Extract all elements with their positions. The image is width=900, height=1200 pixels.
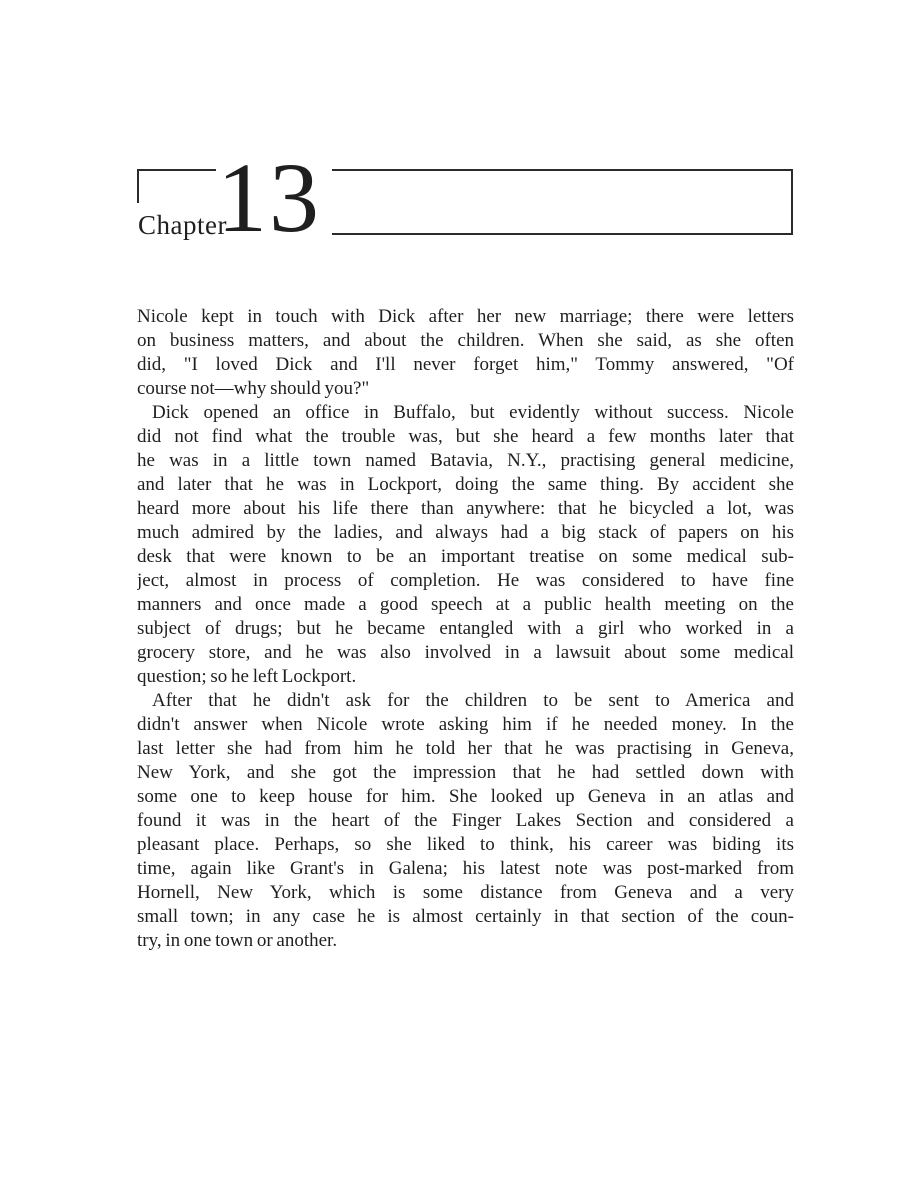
chapter-rule-left-tick: [137, 169, 139, 203]
paragraph: [137, 305, 794, 401]
text-line: heard more about his life there than anywhere: that he bicycled a lot, was: [137, 498, 794, 519]
chapter-number: 13: [217, 142, 321, 253]
text-line: manners and once made a good speech at a public health meeting on the: [137, 594, 794, 615]
text-line: try, in one town or another.: [137, 930, 338, 951]
text-line: After that he didn't ask for the children to be sent to America and: [152, 690, 794, 711]
text-line: found it was in the heart of the Finger Lakes Section and considered a: [137, 810, 794, 831]
text-line: ject, almost in process of completion. He was considered to have fine: [137, 570, 794, 591]
paragraph: [137, 401, 794, 689]
chapter-label: Chapter: [138, 210, 227, 240]
text-line: Nicole kept in touch with Dick after her new marriage; there were letters: [137, 306, 794, 327]
body-text: [137, 305, 794, 953]
text-line: Dick opened an office in Buffalo, but evidently without success. Nicole: [152, 402, 794, 423]
text-line: grocery store, and he was also involved in a lawsuit about some medical: [137, 642, 794, 663]
text-line: last letter she had from him he told her that he was practising in Geneva,: [137, 738, 794, 759]
text-line: course not—why should you?": [137, 378, 370, 399]
text-line: he was in a little town named Batavia, N.Y., practising general medicine,: [137, 450, 794, 471]
text-line: didn't answer when Nicole wrote asking him if he needed money. In the: [137, 714, 794, 735]
text-line: some one to keep house for him. She looked up Geneva in an atlas and: [137, 786, 794, 807]
chapter-rule-top-left: [137, 169, 216, 171]
text-line: subject of drugs; but he became entangled with a girl who worked in a: [137, 618, 794, 639]
paragraph: [137, 689, 794, 953]
text-line: much admired by the ladies, and always had a big stack of papers on his: [137, 522, 794, 543]
chapter-heading: [137, 142, 793, 253]
text-line: on business matters, and about the children. When she said, as she often: [137, 330, 794, 351]
text-line: question; so he left Lockport.: [137, 666, 357, 687]
text-line: desk that were known to be an important treatise on some medical sub-: [137, 546, 794, 567]
text-line: did not find what the trouble was, but she heard a few months later that: [137, 426, 794, 447]
text-line: New York, and she got the impression that he had settled down with: [137, 762, 794, 783]
text-line: Hornell, New York, which is some distance from Geneva and a very: [137, 882, 794, 903]
text-line: pleasant place. Perhaps, so she liked to think, his career was biding its: [137, 834, 794, 855]
text-line: small town; in any case he is almost certainly in that section of the coun-: [137, 906, 794, 927]
text-line: did, "I loved Dick and I'll never forget him," Tommy answered, "Of: [137, 354, 794, 375]
chapter-rule-box: [332, 169, 793, 235]
text-line: time, again like Grant's in Galena; his latest note was post-marked from: [137, 858, 794, 879]
text-line: and later that he was in Lockport, doing the same thing. By accident she: [137, 474, 794, 495]
